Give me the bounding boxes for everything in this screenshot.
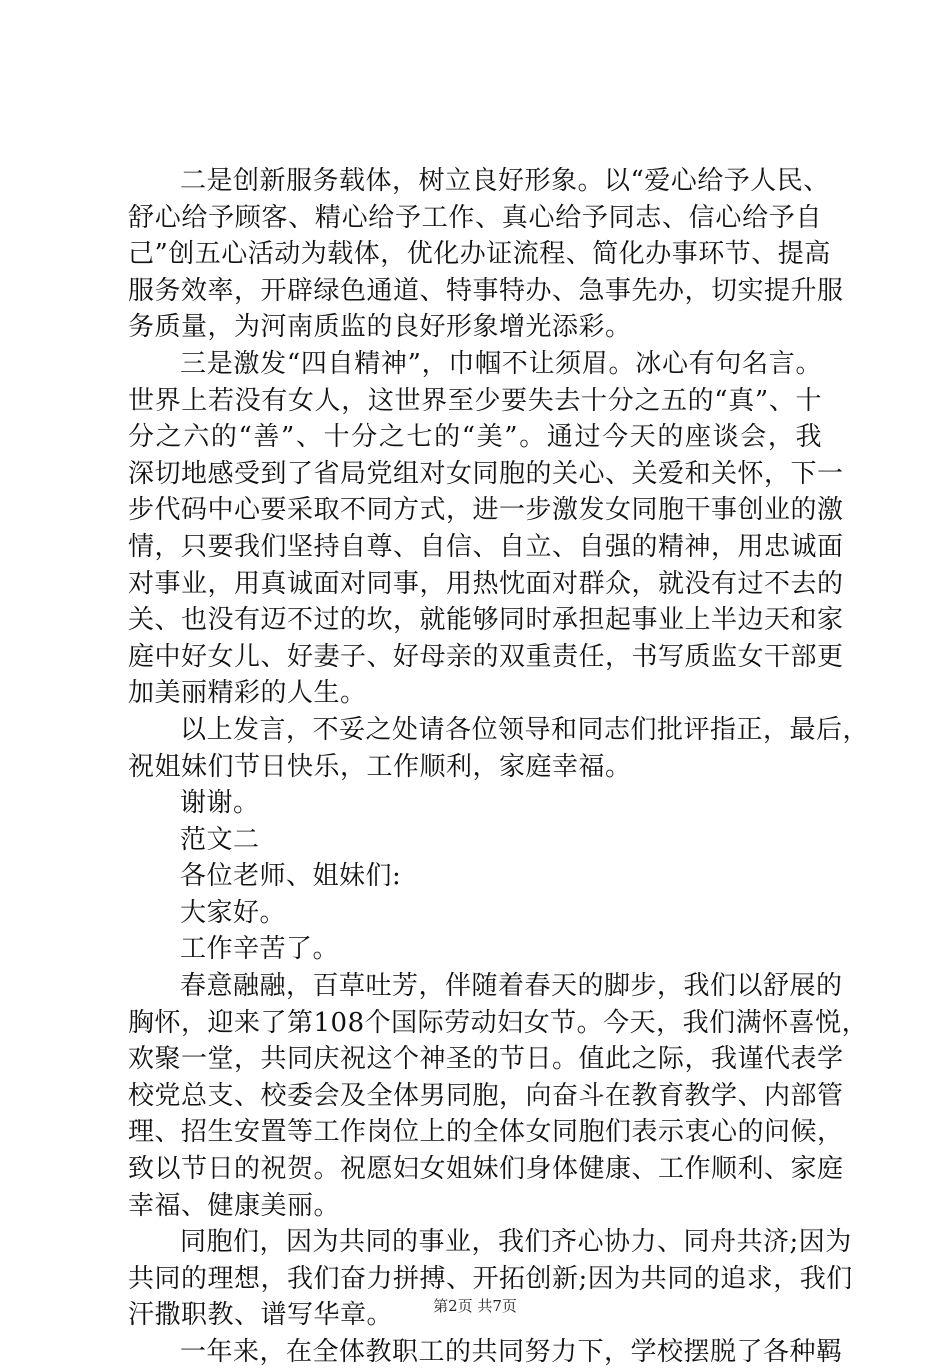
text-line: 以上发言，不妥之处请各位领导和同志们批评指正，最后， (180, 714, 870, 745)
text-line: 大家好。 (180, 897, 287, 928)
text-line: 关、也没有迈不过的坎，就能够同时承担起事业上半边天和家 (128, 605, 844, 636)
text-line: 工作辛苦了。 (180, 934, 340, 965)
text-line: 二是创新服务载体，树立良好形象。以“爱心给予人民、 (180, 166, 830, 196)
text-line: 三是激发“四自精神”，巾帼不让须眉。冰心有句名言。 (180, 348, 822, 379)
text-line: 胸怀，迎来了第108个国际劳动妇女节。今天，我们满怀喜悦， (128, 1007, 869, 1038)
text-line: 一年来，在全体教职工的共同努力下，学校摆脱了各种羁 (180, 1337, 843, 1367)
text-line: 分之六的“善”、十分之七的“美”。通过今天的座谈会，我 (128, 422, 822, 453)
text-line: 春意融融，百草吐芳，伴随着春天的脚步，我们以舒展的 (180, 971, 843, 1002)
text-line: 汗撒职教、谱写华章。 (128, 1300, 394, 1331)
text-line: 谢谢。 (180, 788, 260, 819)
page-footer: 第2页 共7页 (433, 1297, 517, 1315)
text-line: 步代码中心要采取不同方式，进一步激发女同胞干事创业的激 (128, 495, 844, 526)
text-line: 欢聚一堂，共同庆祝这个神圣的节日。值此之际，我谨代表学 (128, 1044, 844, 1075)
text-line: 加美丽精彩的人生。 (128, 678, 367, 709)
text-line: 庭中好女儿、好妻子、好母亲的双重责任，书写质监女干部更 (128, 641, 844, 672)
text-line: 同胞们，因为共同的事业，我们齐心协力、同舟共济;因为 (180, 1227, 852, 1258)
document-body (128, 163, 870, 1371)
text-line: 校党总支、校委会及全体男同胞，向奋斗在教育教学、内部管 (128, 1080, 844, 1111)
text-line: 致以节日的祝贺。祝愿妇女姐妹们身体健康、工作顺利、家庭 (128, 1154, 844, 1185)
text-line: 幸福、健康美丽。 (128, 1190, 341, 1221)
text-line: 共同的理想，我们奋力拼搏、开拓创新;因为共同的追求，我们 (128, 1263, 853, 1294)
text-line: 舒心给予顾客、精心给予工作、真心给予同志、信心给予自 (128, 202, 822, 233)
text-line: 祝姐妹们节日快乐，工作顺利，家庭幸福。 (128, 751, 632, 782)
text-line: 服务效率，开辟绿色通道、特事特办、急事先办，切实提升服 (128, 275, 844, 306)
text-line: 深切地感受到了省局党组对女同胞的关心、关爱和关怀，下一 (128, 458, 844, 489)
text-line: 范文二 (180, 824, 260, 855)
text-line: 各位老师、姐妹们: (180, 861, 402, 892)
text-line: 对事业，用真诚面对同事，用热忱面对群众，就没有过不去的 (128, 568, 844, 599)
text-line: 务质量，为河南质监的良好形象增光添彩。 (128, 312, 632, 343)
text-line: 世界上若没有女人，这世界至少要失去十分之五的“真”、十 (128, 385, 822, 416)
text-line: 己”创五心活动为载体，优化办证流程、简化办事环节、提高 (128, 239, 831, 270)
text-line: 理、招生安置等工作岗位上的全体女同胞们表示衷心的问候， (128, 1117, 844, 1148)
text-line: 情，只要我们坚持自尊、自信、自立、自强的精神，用忠诚面 (128, 531, 844, 562)
